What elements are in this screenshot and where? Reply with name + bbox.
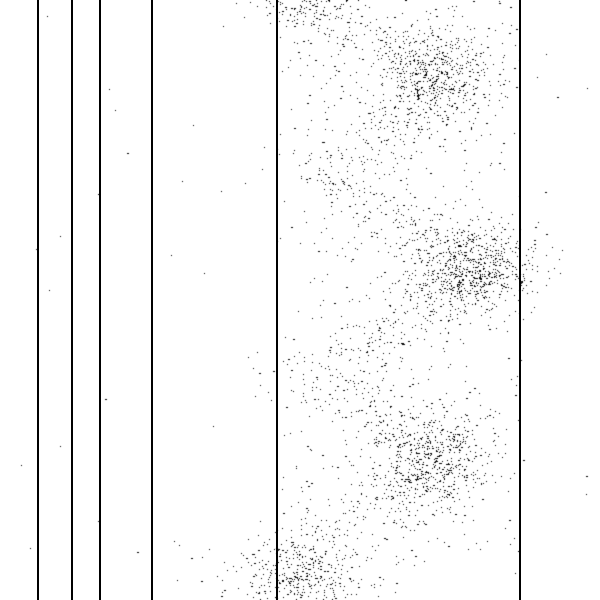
vertical-line [151,0,153,600]
vertical-line [71,0,73,600]
vertical-line [37,0,39,600]
vertical-line [99,0,101,600]
vertical-line [519,0,521,600]
vertical-line [276,0,278,600]
